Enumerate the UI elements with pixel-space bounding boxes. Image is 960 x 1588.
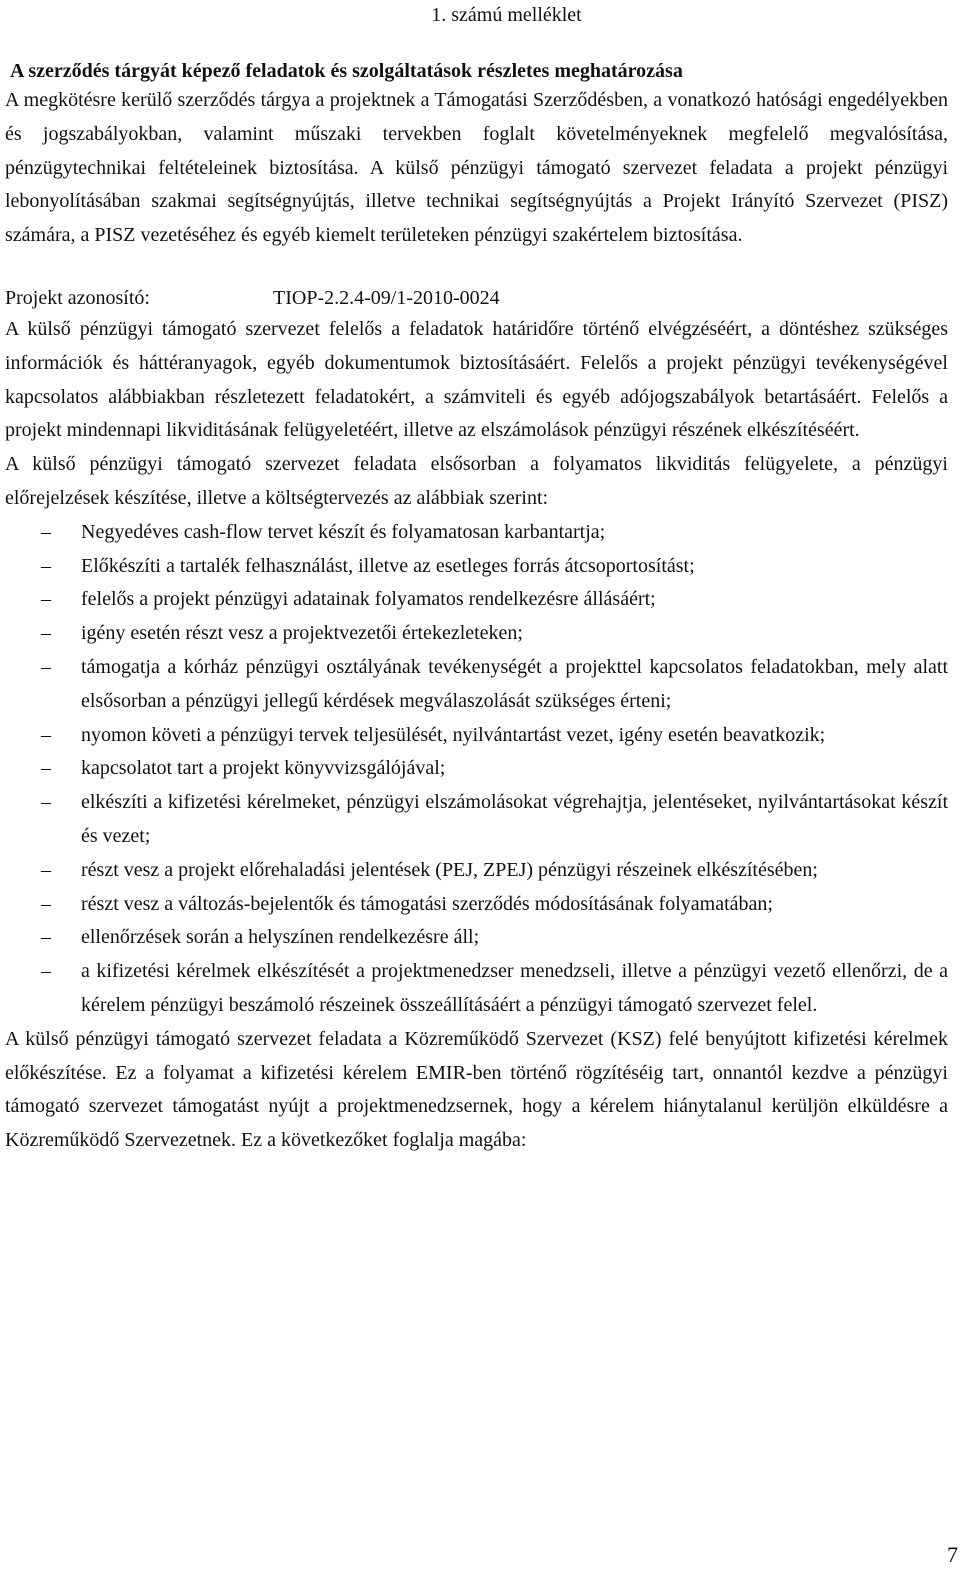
list-item [5, 651, 948, 719]
page-number: 7 [947, 1542, 958, 1567]
list-item [5, 921, 948, 955]
dash-bullet: – [41, 520, 51, 543]
closing-paragraph: A külső pénzügyi támogató szervezet feladata a Közreműködő Szervezet (KSZ) felé benyújtott kifizetési kérelmek előkészítése. Ez a folyamat a kifizetési kérelem EMIR-ben történő rögzítéséig tart, onnantól kezdve a pénzügyi támogató szervezet támogatást nyújt a projektmenedzsernek, hogy a kérelem hiánytalanul kerüljön elküldésre a Közreműködő Szervezetnek. Ez a következőket foglalja magába: [5, 1027, 948, 1152]
annex-label: 1. számú melléklet [431, 4, 582, 26]
list-item [5, 888, 948, 922]
list-item [5, 583, 948, 617]
task-text: kapcsolatot tart a projekt könyvvizsgálójával; [81, 757, 446, 780]
task-text: Előkészíti a tartalék felhasználást, illetve az esetleges forrás átcsoportosítást; [81, 554, 695, 577]
intro-paragraph: A megkötésre kerülő szerződés tárgya a projektnek a Támogatási Szerződésben, a vonatkozó hatósági engedélyekben és jogszabályokban, valamint műszaki tervekben foglalt követelményeknek megfelelő megvalósítása, pénzügytechnikai feltételeinek biztosítása. A külső pénzügyi támogató szervezet feladata a projekt pénzügyi lebonyolításában szakmai segítségnyújtás, illetve technikai segítségnyújtás a Projekt Irányító Szervezet (PISZ) számára, a PISZ vezetéséhez és egyéb kiemelt területeken pénzügyi szakértelem biztosítása. [5, 89, 948, 247]
dash-bullet: – [41, 960, 51, 983]
task-text: igény esetén részt vesz a projektvezetői értekezleteken; [81, 622, 523, 645]
project-identifier [5, 283, 948, 313]
dash-bullet: – [41, 892, 51, 915]
task-text: támogatja a kórház pénzügyi osztályának tevékenységét a projekttel kapcsolatos feladatokban, mely alatt elsősorban a pénzügyi jellegű kérdések megválaszolását szükséges érteni; [81, 655, 948, 712]
dash-bullet: – [41, 791, 51, 814]
project-id-label: Projekt azonosító: [5, 286, 150, 309]
dash-bullet: – [41, 926, 51, 949]
dash-bullet: – [41, 588, 51, 611]
task-text: nyomon követi a pénzügyi tervek teljesülését, nyilvántartást vezet, igény esetén beavatkozik; [81, 723, 826, 746]
task-text: részt vesz a változás-bejelentők és támogatási szerződés módosításának folyamatában; [81, 892, 773, 915]
dash-bullet: – [41, 554, 51, 577]
task-text: ellenőrzések során a helyszínen rendelkezésre áll; [81, 926, 480, 949]
list-item [5, 550, 948, 584]
list-item [5, 617, 948, 651]
list-item [5, 719, 948, 753]
dash-bullet: – [41, 655, 51, 678]
list-item [5, 955, 948, 1023]
dash-bullet: – [41, 723, 51, 746]
document-title: A szerződés tárgyát képező feladatok és szolgáltatások részletes meghatározása [10, 60, 683, 82]
dash-bullet: – [41, 757, 51, 780]
dash-bullet: – [41, 622, 51, 645]
task-text: felelős a projekt pénzügyi adatainak folyamatos rendelkezésre állásáért; [81, 588, 656, 611]
list-item [5, 786, 948, 854]
responsibility-paragraph: A külső pénzügyi támogató szervezet felelős a feladatok határidőre történő elvégzéséért, a döntéshez szükséges információk és háttéranyagok, egyéb dokumentumok biztosításáért. Felelős a projekt pénzügyi tevékenységével kapcsolatos alábbiakban részletezett feladatokért, a számviteli és egyéb adójogszabályok betartásáért. Felelős a projekt mindennapi likviditásának felügyeletéért, illetve az elszámolások pénzügyi részének elkészítéséért. [5, 317, 948, 442]
project-id-value: TIOP-2.2.4-09/1-2010-0024 [273, 286, 500, 309]
task-text: elkészíti a kifizetési kérelmeket, pénzügyi elszámolásokat végrehajtja, jelentéseket, nyilvántartásokat készít és vezet; [81, 791, 948, 847]
list-item [5, 854, 948, 888]
task-text: részt vesz a projekt előrehaladási jelentések (PEJ, ZPEJ) pénzügyi részeinek elkészítésében; [81, 858, 818, 881]
task-list [5, 516, 948, 1023]
tasks-intro-paragraph: A külső pénzügyi támogató szervezet feladata elsősorban a folyamatos likviditás felügyelete, a pénzügyi előrejelzések készítése, illetve a költségtervezés az alábbiak szerint: [5, 453, 948, 509]
list-item [5, 516, 948, 550]
dash-bullet: – [41, 858, 51, 881]
task-text: a kifizetési kérelmek elkészítését a projektmenedzser menedzseli, illetve a pénzügyi vezető ellenőrzi, de a kérelem pénzügyi beszámoló részeinek összeállításáért a pénzügyi támogató szervezet felel. [81, 960, 948, 1016]
task-text: Negyedéves cash-flow tervet készít és folyamatosan karbantartja; [81, 520, 606, 543]
document-page [5, 0, 948, 1158]
list-item [5, 752, 948, 786]
